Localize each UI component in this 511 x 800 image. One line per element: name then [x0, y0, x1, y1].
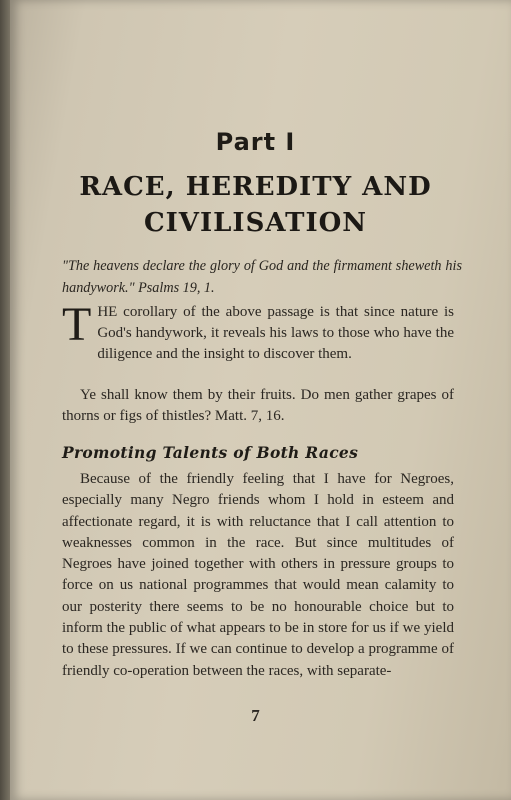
- section-heading: Promoting Talents of Both Races: [62, 443, 359, 462]
- part-label: Part I: [215, 128, 296, 156]
- paragraph-1-text: HE corollary of the above passage is that since nature is God's handywork, it reveals his laws to those who have the diligence and the insight to discover them.: [97, 304, 454, 362]
- page-number: 7: [251, 706, 260, 725]
- paragraph-3: Because of the friendly feeling that I have for Negroes, especially many Negro friends whom I hold in esteem and affectionate regard, it is with reluctance that I call attention to weaknesses common in the race. But since multitudes of Negroes have joined together with others in pressure groups to force on us national programmes that would mean calamity to our posterity there seems to be no honourable choice but to inform the public of what appears to be in store for us if we yield to these pressures. If we can continue to develop a programme of friendly co-operation between the races, with separate-: [62, 471, 454, 679]
- paragraph-2: Ye shall know them by their fruits. Do men gather grapes of thorns or figs of thistles? Matt. 7, 16.: [62, 387, 454, 424]
- epigraph: "The heavens declare the glory of God and the firmament sheweth his handywork." Psalms 19, 1.: [62, 258, 462, 296]
- drop-cap: T: [62, 298, 92, 351]
- chapter-title-line-2: CIVILISATION: [143, 208, 368, 238]
- chapter-title-line-1: RACE, HEREDITY AND: [79, 172, 432, 202]
- paragraph-1: [62, 298, 454, 365]
- book-spine-shadow: [0, 0, 10, 800]
